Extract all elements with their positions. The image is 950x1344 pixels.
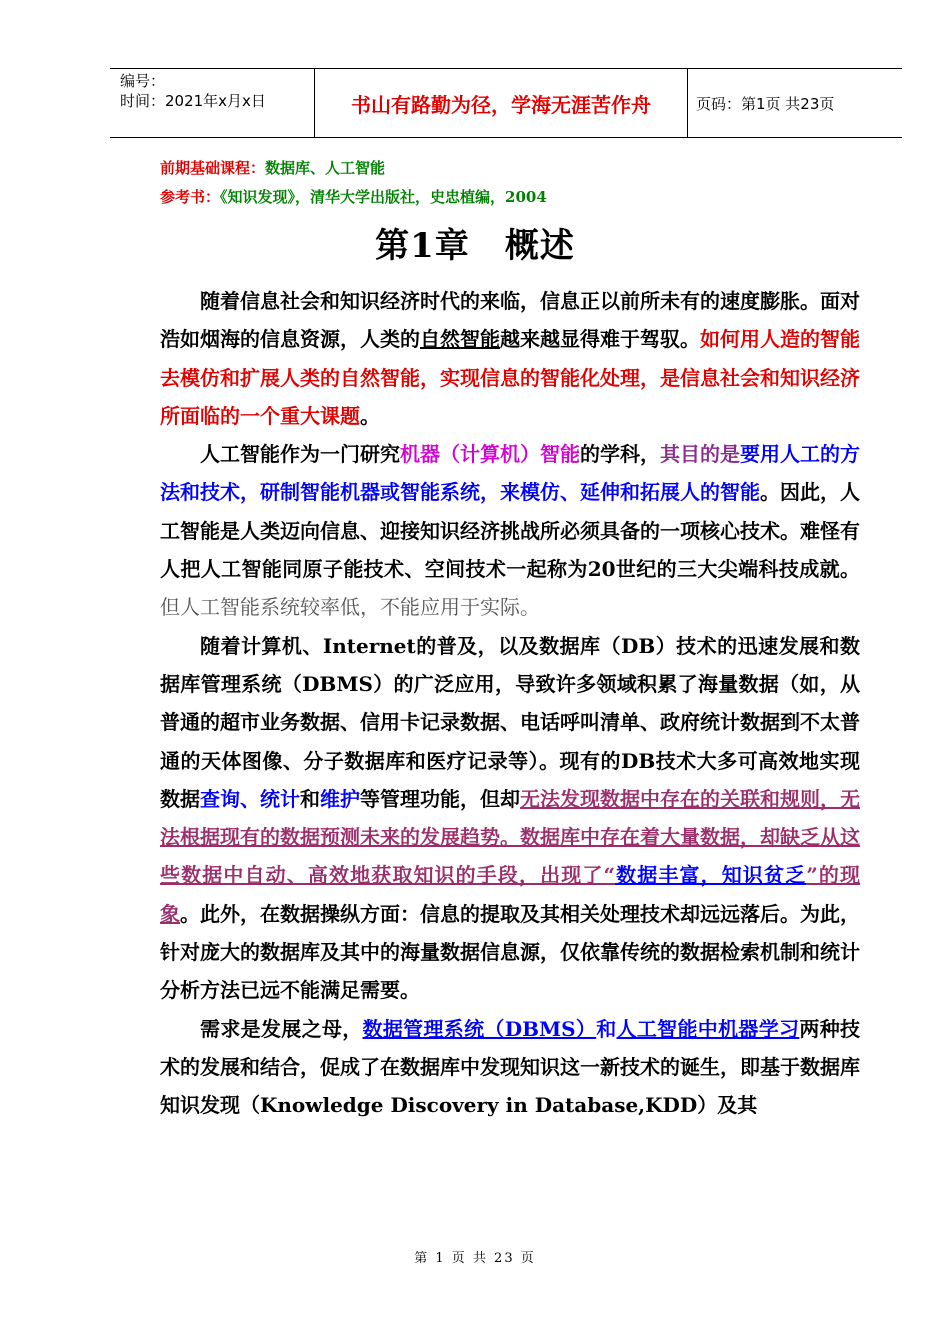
p2-highlight-machine: 机器（计算机）智能 <box>400 442 580 467</box>
p3-text-i: 。此外，在数据操纵方面：信息的提取及其相关处理技术却远远落后。为此，针对庞大的数据库及其中的海量数据信息源，仅依靠传统的数据检索机制和统计分析方法已远不能满足需要。 <box>160 901 860 1003</box>
p1-underlined: 自然智能 <box>420 327 500 352</box>
reference-label: 参考书： <box>160 188 221 206</box>
p3-text-c: 和 <box>300 786 320 811</box>
p3-problem: 无法发现数据中存在的关联和规则，无法根据现有的数据预测未来的发展趋势。数据库中存在着大量数据，却缺乏从这些数据中自动、高效地获取知识的手段，出现了“ <box>160 786 860 888</box>
p2-purpose-label: 其目的是 <box>660 442 740 467</box>
paragraph-3 <box>160 627 860 1010</box>
course-label: 前期基础课程： <box>160 159 266 177</box>
p3-data-rich: 数据丰富，知识贫乏 <box>615 863 807 888</box>
p3-maintain: 维护 <box>320 786 360 811</box>
p1-text-c: 越来越显得难于驾驭。 <box>500 327 700 352</box>
p3-text-a: 随着计算机、Internet的普及，以及数据库（DB）技术的迅速发展和数据库管理系统（DBMS）的广泛应用，导致许多领域积累了海量数据（如，从普通的超市业务数据、信用卡记录数据、电话呼叫清单、政府统计数据到不太普通的天体图像、分子数据库和医疗记录等）。现有的DB技术大多可高效地实现数据 <box>160 633 860 811</box>
page-footer: 第 1 页 共 23 页 <box>414 1251 536 1266</box>
p4-dbms: 数据管理系统（DBMS） <box>362 1016 597 1041</box>
p2-text-f: 。因此，人工智能是人类迈向信息、迎接知识经济挑战所必须具备的一项核心技术。难怪有人把人工智能同原子能技术、空间技术一起称为20世纪的三大尖端科技成就。 <box>160 480 860 582</box>
reference-value: 《知识发现》，清华大学出版社，史忠植编，2004 <box>220 188 547 206</box>
chapter-title: 第1章 概述 <box>375 226 575 266</box>
p4-ml: 人工智能中机器学习 <box>616 1016 800 1041</box>
p2-highlight-purpose: 要用人工的方法和技术，研制智能机器或智能系统，来模仿、延伸和拓展人的智能 <box>160 442 860 505</box>
motto: 书山有路勤为径，学海无涯苦作舟 <box>314 69 688 137</box>
p3-phenomenon: ”的现象 <box>160 863 860 926</box>
course-value: 数据库、人工智能 <box>265 159 386 177</box>
course-line <box>160 157 385 178</box>
p4-and: 和 <box>596 1016 617 1041</box>
p4-text-e: 两种技术的发展和结合，促成了在数据库中发现知识这一新技术的诞生，即基于数据库知识发现（Knowledge Discovery in Database,KDD）及其 <box>160 1016 861 1118</box>
p1-highlight: 如何用人造的智能去模仿和扩展人类的自然智能，实现信息的智能化处理，是信息社会和知识经济所面临的一个重大课题 <box>160 327 860 428</box>
paragraph-4 <box>160 1010 860 1125</box>
p2-text-c: 的学科， <box>580 442 660 467</box>
p1-text-e: 。 <box>360 403 380 428</box>
page-label: 页码：第1页 共23页 <box>696 94 835 113</box>
p2-text-a: 人工智能作为一门研究 <box>200 442 400 467</box>
header-table <box>110 68 902 138</box>
paragraph-1 <box>160 282 860 435</box>
time-label: 时间：2021年x月x日 <box>120 92 266 110</box>
body-text <box>160 282 860 1125</box>
p4-text-a: 需求是发展之母， <box>200 1016 363 1041</box>
paragraph-2 <box>160 435 860 626</box>
p1-text-a: 随着信息社会和知识经济时代的来临，信息正以前所未有的速度膨胀。面对浩如烟海的信息资源，人类的 <box>160 289 860 352</box>
p2-note: 但人工智能系统较率低，不能应用于实际。 <box>160 595 540 620</box>
header-meta-cell <box>110 69 314 137</box>
p3-query-stat: 查询、统计 <box>200 786 300 811</box>
p3-text-e: 等管理功能，但却 <box>360 786 520 811</box>
serial-label: 编号： <box>120 72 166 90</box>
reference-line <box>160 186 547 207</box>
